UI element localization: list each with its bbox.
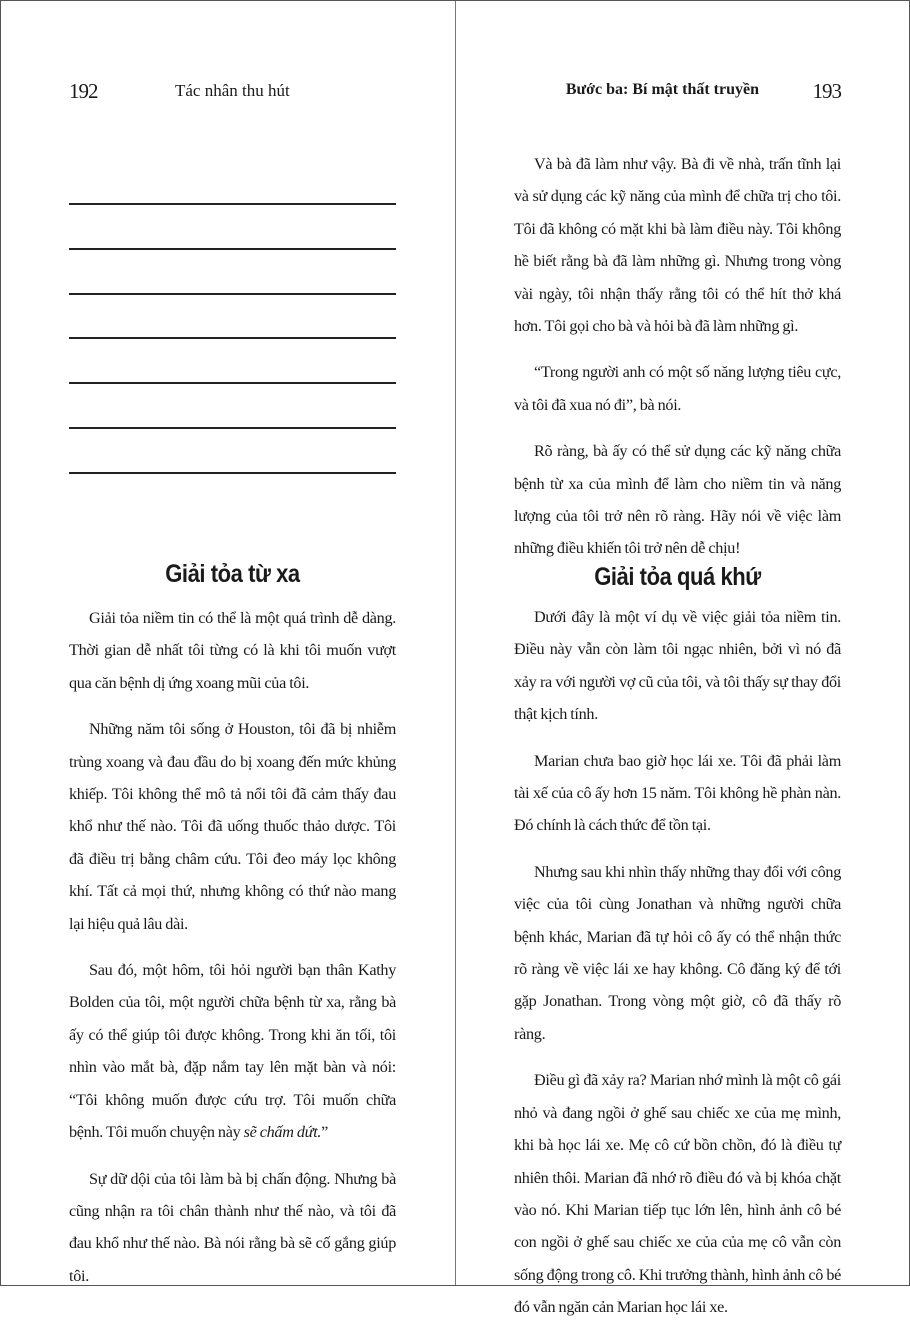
writing-line	[69, 337, 396, 339]
blank-writing-lines	[69, 203, 396, 517]
page-gutter	[455, 1, 456, 1285]
closing-quote: ”	[321, 1123, 329, 1142]
paragraph: Sự dữ dội của tôi làm bà bị chấn động. Nhưng bà cũng nhận ra tôi chân thành như thế nào, và tôi đã đau khổ như thế nào. Bà nói rằng bà sẽ cố gắng giúp tôi.	[69, 1169, 396, 1285]
paragraph-text: Sau đó, một hôm, tôi hỏi người bạn thân Kathy Bolden của tôi, một người chữa bệnh từ xa, rằng bà ấy có thể giúp tôi được không. Trong khi ăn tối, tôi nhìn vào mắt bà, đặp nắm tay lên mặt bàn và nói: “Tôi không muốn được cứu trợ. Tôi muốn chữa bệnh. Tôi muốn chuyện này	[69, 961, 396, 1142]
writing-line	[69, 472, 396, 474]
section-title: Giải tỏa từ xa	[165, 559, 300, 588]
paragraph: Giải tỏa niềm tin có thể là một quá trình dễ dàng. Thời gian dễ nhất tôi từng có là khi tôi muốn vượt qua căn bệnh dị ứng xoang mũi của tôi.	[69, 609, 396, 692]
page-number: 192	[69, 79, 98, 103]
writing-line	[69, 248, 396, 250]
section-body	[69, 602, 396, 1306]
left-page-header	[69, 79, 396, 103]
right-page-header	[514, 79, 841, 103]
paragraph: Rõ ràng, bà ấy có thể sử dụng các kỹ năng chữa bệnh từ xa của mình để làm cho niềm tin và năng lượng của tôi trở nên rõ ràng. Hãy nói về việc làm những điều khiến tôi trở nên dễ chịu!	[514, 442, 841, 558]
paragraph: Nhưng sau khi nhìn thấy những thay đổi với công việc của tôi cùng Jonathan và những người chữa bệnh khác, Marian đã tự hỏi cô ấy có thể nhận thức rõ ràng về việc lái xe hay không. Cô đăng ký để tới gặp Jonathan. Trong vòng một giờ, cô đã thấy rõ ràng.	[514, 862, 841, 1043]
section-body	[514, 601, 841, 1338]
writing-line	[69, 382, 396, 384]
emphasized-text: sẽ chấm dứt.	[243, 1123, 322, 1142]
paragraph: Marian chưa bao giờ học lái xe. Tôi đã phải làm tài xế của cô ấy hơn 15 năm. Tôi không hề phàn nàn. Đó chính là cách thức để tồn tại.	[514, 751, 841, 835]
paragraph: “Trong người anh có một số năng lượng tiêu cực, và tôi đã xua nó đi”, bà nói.	[514, 363, 841, 414]
right-page	[514, 1, 841, 1317]
paragraph: Điều gì đã xảy ra? Marian nhớ mình là một cô gái nhỏ và đang ngồi ở ghế sau chiếc xe của mẹ mình, khi bà học lái xe. Mẹ cô cứ bồn chồn, đó là điều tự nhiên thôi. Marian đã nhớ rõ điều đó và bị khóa chặt vào nó. Khi Marian tiếp tục lớn lên, hình ảnh cô bé con ngồi ở ghế sau chiếc xe của của mẹ cô vẫn còn sống động trong cô. Khi trưởng thành, hình ảnh cô bé đó vẫn ngăn cản Marian học lái xe.	[514, 1071, 841, 1317]
writing-line	[69, 427, 396, 429]
running-header-title: Tác nhân thu hút	[175, 81, 290, 100]
section-title: Giải tỏa quá khứ	[594, 562, 761, 591]
paragraph: Và bà đã làm như vậy. Bà đi về nhà, trấn tĩnh lại và sử dụng các kỹ năng của mình để chữa trị cho tôi. Tôi đã không có mặt khi bà làm điều này. Tôi không hề biết rằng bà đã làm những gì. Nhưng trong vòng vài ngày, tôi nhận thấy rằng tôi có thể hít thở khá hơn. Tôi gọi cho bà và hỏi bà đã làm những gì.	[514, 155, 841, 336]
page-number: 193	[812, 79, 841, 103]
paragraph: Những năm tôi sống ở Houston, tôi đã bị nhiễm trùng xoang và đau đầu do bị xoang đến mức khủng khiếp. Tôi không thể mô tả nổi tôi đã cảm thấy đau khổ như thế nào. Tôi đã uống thuốc thảo dược. Tôi đã điều trị bằng châm cứu. Tôi đeo máy lọc không khí. Tất cả mọi thứ, nhưng không có thứ nào mang lại hiệu quả lâu dài.	[69, 720, 396, 933]
paragraph: Dưới đây là một ví dụ về việc giải tỏa niềm tin. Điều này vẫn còn làm tôi ngạc nhiên, bởi vì nó đã xảy ra với người vợ cũ của tôi, và tôi thấy sự thay đổi thật kịch tính.	[514, 608, 841, 724]
paragraph	[69, 954, 396, 1148]
running-header-title: Bước ba: Bí mật thất truyền	[565, 81, 759, 98]
intro-body	[514, 148, 841, 579]
writing-line	[69, 203, 396, 205]
left-page	[69, 1, 396, 1285]
writing-line	[69, 293, 396, 295]
